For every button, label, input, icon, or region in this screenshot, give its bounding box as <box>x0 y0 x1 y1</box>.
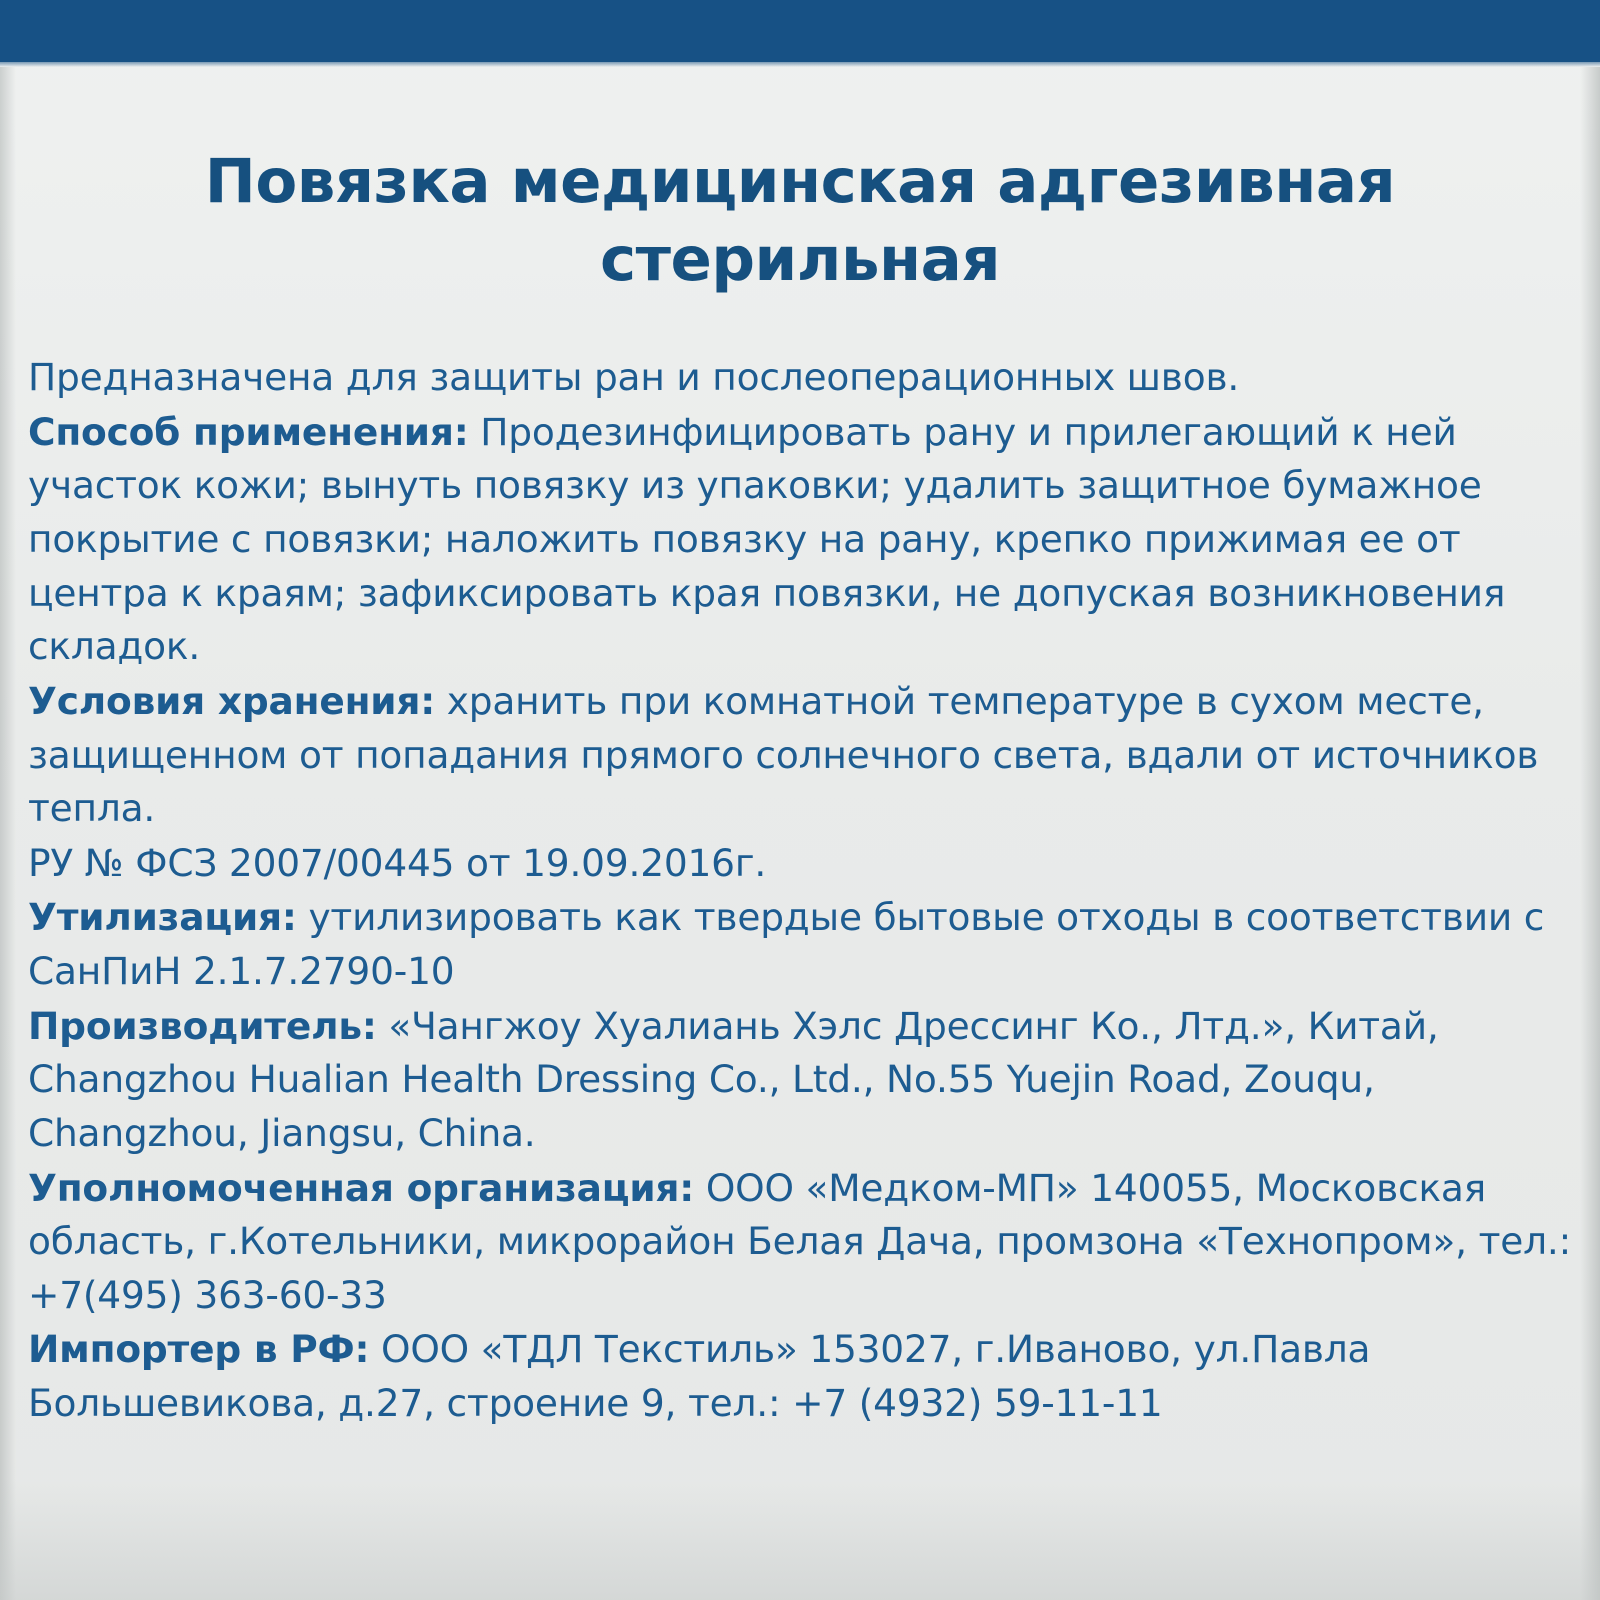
label-body <box>28 351 1572 1431</box>
section-manufacturer <box>28 1000 1572 1161</box>
section-text-importer: ООО «ТДЛ Текстиль» 153027, г.Иваново, ул.Павла Большевикова, д.27, строение 9, тел.: +7 (4932) 59-11-11 <box>28 1327 1371 1426</box>
section-disposal <box>28 891 1572 998</box>
section-text-disposal: утилизировать как твердые бытовые отходы в соответствии с СанПиН 2.1.7.2790-10 <box>28 895 1545 994</box>
section-text-application: Продезинфицировать рану и прилегающий к ней участок кожи; вынуть повязку из упаковки; удалить защитное бумажное покрытие с повязки; наложить повязку на рану, крепко прижимая ее от центра к краям; зафиксировать края повязки, не допуская возникновения складок. <box>28 409 1506 669</box>
section-text-registration: РУ № ФСЗ 2007/00445 от 19.09.2016г. <box>28 840 767 885</box>
section-label-storage: Условия хранения: <box>28 678 436 723</box>
section-text-authorized-organization: ООО «Медком-МП» 140055, Московская область, г.Котельники, микрорайон Белая Дача, промзона «Технопром», тел.: +7(495) 363-60-33 <box>28 1165 1572 1317</box>
label-content <box>0 67 1600 1432</box>
bottom-edge-shadow <box>0 1480 1600 1600</box>
section-text-manufacturer: «Чангжоу Хуалиань Хэлс Дрессинг Ко., Лтд.», Китай, Changzhou Hualian Health Dressing Co., Ltd., No.55 Yuejin Road, Zouqu, Changzhou, Jiangsu, China. <box>28 1003 1439 1155</box>
section-label-application: Способ применения: <box>28 409 469 454</box>
section-storage <box>28 675 1572 836</box>
section-registration <box>28 837 1572 891</box>
page-title: Повязка медицинская адгезивная стерильная <box>204 146 1396 296</box>
section-label-manufacturer: Производитель: <box>28 1003 377 1048</box>
section-label-authorized-organization: Уполномоченная организация: <box>28 1165 695 1210</box>
section-label-disposal: Утилизация: <box>28 895 297 940</box>
section-text-storage: хранить при комнатной температуре в сухом месте, защищенном от попадания прямого солнечного света, вдали от источников тепла. <box>28 678 1539 831</box>
top-color-band <box>0 0 1600 62</box>
section-label-importer: Импортер в РФ: <box>28 1327 370 1372</box>
intro-paragraph: Предназначена для защиты ран и послеоперационных швов. <box>28 355 1240 400</box>
section-authorized-organization <box>28 1162 1572 1323</box>
section-application <box>28 406 1572 674</box>
section-importer <box>28 1323 1572 1430</box>
